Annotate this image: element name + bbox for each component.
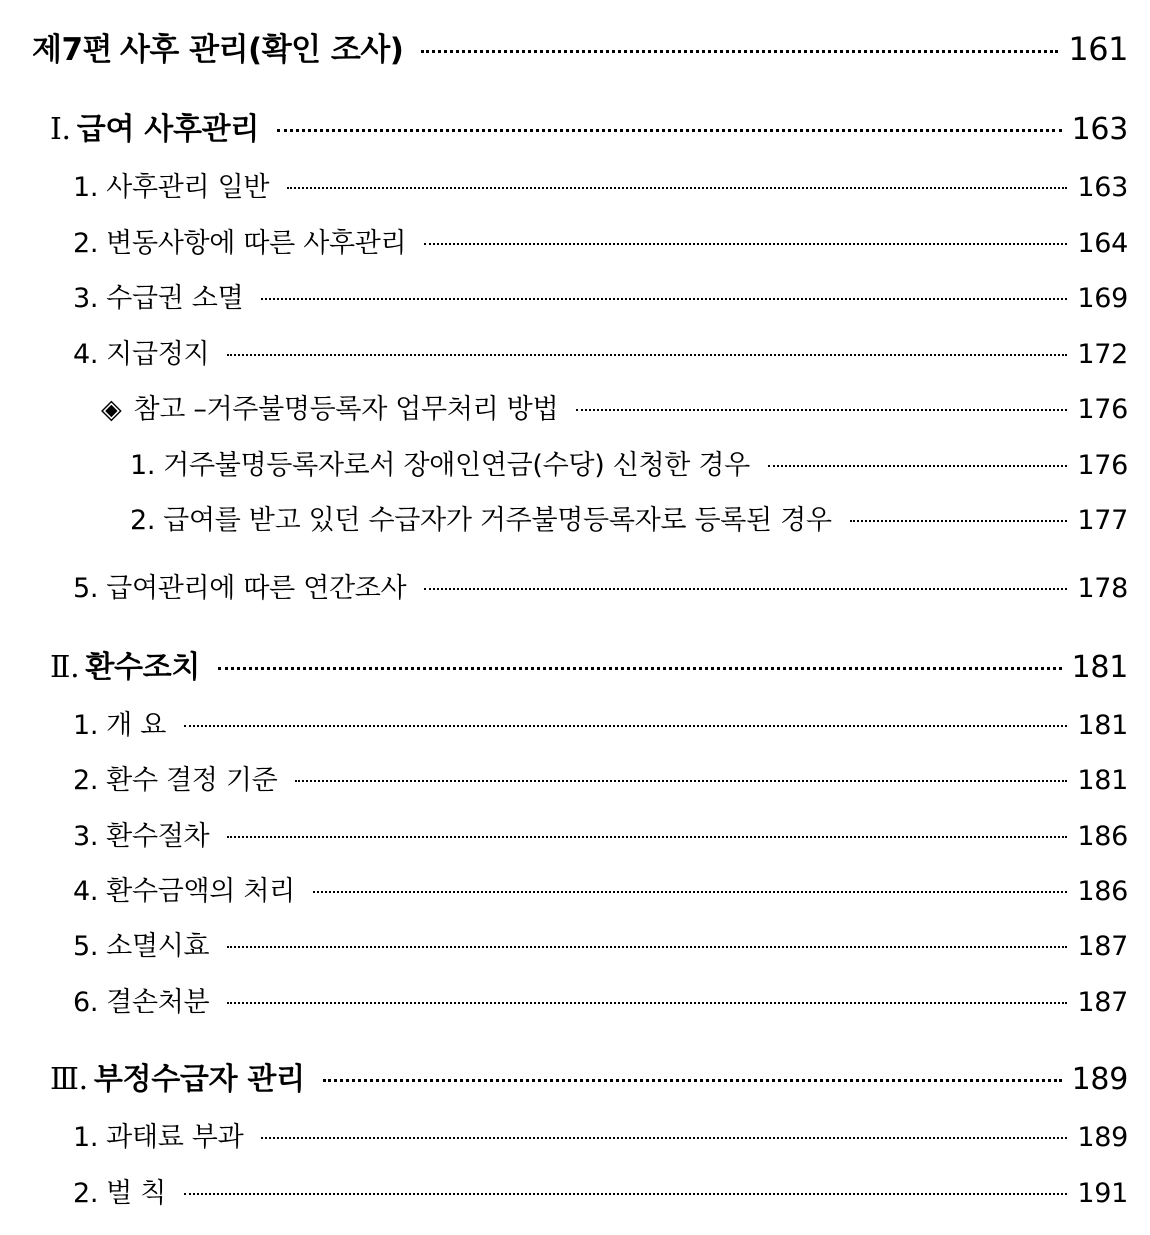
toc-item-title: 환수 결정 기준 <box>106 765 278 796</box>
toc-item-label <box>0 332 209 371</box>
toc-item-row[interactable] <box>0 869 1128 908</box>
toc-chapter-row[interactable] <box>0 24 1128 69</box>
toc-item-label <box>0 869 295 908</box>
toc-section-row[interactable] <box>0 1054 1128 1098</box>
toc-item-number: 2. <box>73 765 99 796</box>
toc-note-page: 176 <box>1077 394 1128 425</box>
toc-item-page: 186 <box>1077 876 1128 907</box>
dot-leader <box>277 129 1062 132</box>
dot-leader <box>313 891 1067 893</box>
toc-item-label <box>0 165 269 204</box>
toc-section-page: 181 <box>1071 650 1128 685</box>
toc-item-number: 2. <box>73 1178 99 1209</box>
toc-item-label <box>0 924 209 963</box>
toc-item-title: 환수절차 <box>106 821 210 852</box>
toc-section-row[interactable] <box>0 642 1128 686</box>
toc-item-label <box>0 703 166 742</box>
toc-section-label <box>0 104 259 148</box>
toc-item-number: 1. <box>73 1122 99 1153</box>
dot-leader <box>576 409 1067 411</box>
toc-section-page: 163 <box>1071 112 1128 147</box>
toc-subitem-title: 거주불명등록자로서 장애인연금(수당) 신청한 경우 <box>163 450 750 481</box>
toc-item-row[interactable] <box>0 703 1128 742</box>
toc-item-number: 5. <box>73 573 99 604</box>
toc-item-title: 벌 칙 <box>106 1178 167 1209</box>
toc-chapter-label <box>0 24 403 69</box>
toc-section-label <box>0 1054 305 1098</box>
toc-item-label <box>0 1115 243 1154</box>
dot-leader <box>184 725 1067 727</box>
toc-item-row[interactable] <box>0 980 1128 1019</box>
dot-leader <box>227 1002 1067 1004</box>
toc-subitem-number: 2. <box>130 505 156 536</box>
toc-item-page: 187 <box>1077 931 1128 962</box>
dot-leader <box>768 465 1067 467</box>
toc-item-label <box>0 566 406 605</box>
toc-item-label <box>0 758 277 797</box>
toc-item-page: 164 <box>1077 228 1128 259</box>
dot-leader <box>295 780 1067 782</box>
toc-item-page: 187 <box>1077 987 1128 1018</box>
toc-item-title: 수급권 소멸 <box>106 283 244 314</box>
toc-chapter-number: 제7편 <box>32 32 112 68</box>
dot-leader <box>323 1079 1062 1082</box>
toc-item-page: 178 <box>1077 573 1128 604</box>
toc-subitem-title: 급여를 받고 있던 수급자가 거주불명등록자로 등록된 경우 <box>163 505 832 536</box>
toc-item-row[interactable] <box>0 276 1128 315</box>
toc-item-number: 1. <box>73 710 99 741</box>
toc-item-title: 환수금액의 처리 <box>106 876 295 907</box>
toc-item-title: 지급정지 <box>106 339 210 370</box>
dot-leader <box>287 187 1067 189</box>
toc-item-page: 191 <box>1077 1178 1128 1209</box>
toc-item-title: 변동사항에 따른 사후관리 <box>106 228 407 259</box>
toc-item-page: 172 <box>1077 339 1128 370</box>
toc-item-row[interactable] <box>0 221 1128 260</box>
toc-item-title: 급여관리에 따른 연간조사 <box>106 573 407 604</box>
toc-item-number: 3. <box>73 821 99 852</box>
toc-item-row[interactable] <box>0 758 1128 797</box>
toc-section-page: 189 <box>1071 1062 1128 1097</box>
toc-item-label <box>0 276 243 315</box>
dot-leader <box>261 1137 1067 1139</box>
toc-item-label <box>0 980 209 1019</box>
toc-item-row[interactable] <box>0 566 1128 605</box>
toc-chapter-page: 161 <box>1068 30 1128 68</box>
dot-leader <box>424 588 1067 590</box>
toc-item-title: 개 요 <box>106 710 167 741</box>
toc-note-label <box>0 387 558 426</box>
toc-note-title: 참고 –거주불명등록자 업무처리 방법 <box>133 394 559 425</box>
dot-leader <box>850 520 1068 522</box>
toc-subitem-label <box>0 443 750 482</box>
toc-subitem-number: 1. <box>130 450 156 481</box>
toc-item-label <box>0 221 406 260</box>
toc-section-title: 급여 사후관리 <box>76 112 260 147</box>
dot-leader <box>218 667 1062 670</box>
toc-item-label <box>0 814 209 853</box>
toc-item-page: 186 <box>1077 821 1128 852</box>
toc-item-number: 2. <box>73 228 99 259</box>
toc-subitem-label <box>0 498 832 537</box>
toc-item-page: 181 <box>1077 710 1128 741</box>
toc-item-number: 1. <box>73 172 99 203</box>
toc-chapter-title: 사후 관리(확인 조사) <box>119 32 404 68</box>
toc-item-title: 소멸시효 <box>106 931 210 962</box>
dot-leader <box>261 298 1067 300</box>
toc-subitem-page: 176 <box>1077 450 1128 481</box>
dot-leader <box>227 946 1067 948</box>
dot-leader <box>184 1193 1067 1195</box>
toc-item-number: 4. <box>73 876 99 907</box>
toc-item-row[interactable] <box>0 332 1128 371</box>
toc-section-title: 환수조치 <box>85 650 201 685</box>
toc-section-number: Ⅲ. <box>50 1062 88 1097</box>
toc-item-row[interactable] <box>0 814 1128 853</box>
dot-leader <box>227 354 1067 356</box>
toc-section-number: Ⅰ. <box>50 112 71 147</box>
toc-item-page: 163 <box>1077 172 1128 203</box>
toc-note-row[interactable] <box>0 387 1128 426</box>
toc-item-row[interactable] <box>0 165 1128 204</box>
toc-item-page: 169 <box>1077 283 1128 314</box>
toc-section-label <box>0 642 200 686</box>
toc-section-row[interactable] <box>0 104 1128 148</box>
toc-subitem-page: 177 <box>1077 505 1128 536</box>
toc-item-row[interactable] <box>0 924 1128 963</box>
toc-item-title: 과태료 부과 <box>106 1122 244 1153</box>
dot-leader <box>424 243 1067 245</box>
toc-item-row[interactable] <box>0 1171 1128 1210</box>
toc-section-title: 부정수급자 관리 <box>93 1062 305 1097</box>
toc-item-number: 3. <box>73 283 99 314</box>
toc-item-number: 4. <box>73 339 99 370</box>
toc-item-page: 189 <box>1077 1122 1128 1153</box>
toc-item-page: 181 <box>1077 765 1128 796</box>
toc-subitem-row[interactable] <box>0 443 1128 482</box>
toc-subitem-row[interactable] <box>0 498 1128 537</box>
toc-item-number: 6. <box>73 987 99 1018</box>
toc-item-label <box>0 1171 166 1210</box>
toc-item-title: 결손처분 <box>106 987 210 1018</box>
dot-leader <box>227 836 1067 838</box>
toc-item-row[interactable] <box>0 1115 1128 1154</box>
toc-item-title: 사후관리 일반 <box>106 172 270 203</box>
toc-item-number: 5. <box>73 931 99 962</box>
dot-leader <box>421 50 1058 53</box>
toc-section-number: Ⅱ. <box>50 650 80 685</box>
diamond-bullet-icon: ◈ <box>101 394 122 425</box>
